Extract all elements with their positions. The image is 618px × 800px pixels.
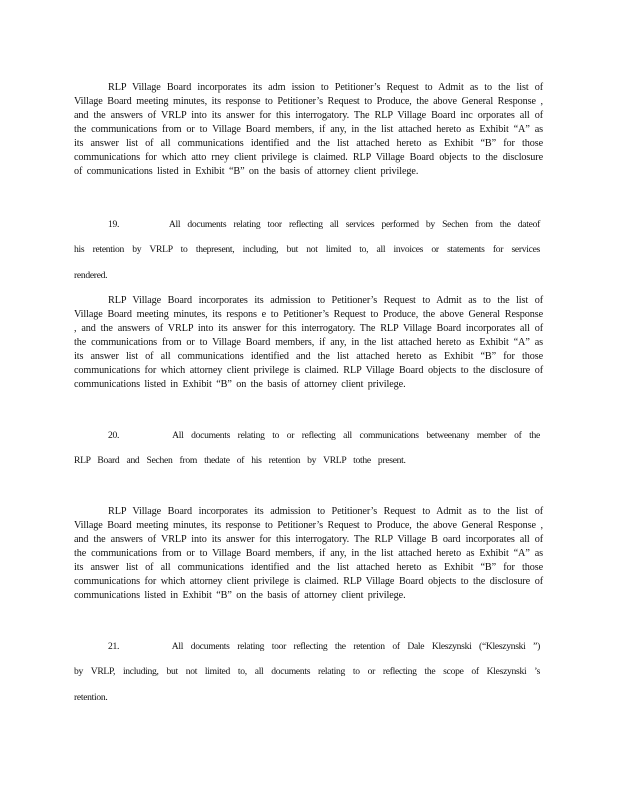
response-paragraph: RLP Village Board incorporates its admission to Petitioner’s Request to Admit as to the list of Village Board meeting minutes, its response to Petitioner’s Request to Produce, the above General Response , and the answers of VRLP into its answer for this interrogatory. The RLP Village B oard incorporates all of the communications from or to Village Board members, if any, in the list attached hereto as Exhibit “A” as its answer list of all communications identified and the list attached hereto as Exhibit “B” for those communications for which attorney client privilege is claimed. RLP Village Board objects to the disclosure of communications listed in Exhibit “B” on the basis of attorney client privilege. bbox=[74, 506, 543, 602]
request-text: All documents relating toor reflecting the retention of Dale Kleszynski (“Kleszynski ”) by VRLP, including, but not limited to, all documents relating to or reflecting the scope of Kleszynski ’s retention. bbox=[74, 640, 541, 703]
request-number: 19. bbox=[108, 218, 163, 230]
request-paragraph-21 bbox=[74, 634, 540, 711]
request-paragraph-19 bbox=[74, 212, 540, 289]
response-paragraph: RLP Village Board incorporates its adm ission to Petitioner’s Request to Admit as to the list of Village Board meeting minutes, its response to Petitioner’s Request to Produce, the above General Response , and the answers of VRLP into its answer for this interrogatory. The RLP Village Board inc orporates all of the communications from or to Village Board members, if any, in the list attached hereto as Exhibit “A” as its answer list of all communications identified and the list attached hereto as Exhibit “B” for those communications for which atto rney client privilege is claimed. RLP Village Board objects to the disclosure of communications listed in Exhibit “B” on the basis of attorney client privilege. bbox=[74, 82, 543, 178]
request-text: All documents relating toor reflecting all services performed by Sechen from the dateof his retention by VRLP to thepresent, including, but not limited to, all invoices or statements for services rendered. bbox=[74, 218, 540, 281]
request-number: 20. bbox=[108, 429, 166, 441]
request-paragraph-20 bbox=[74, 423, 540, 474]
response-paragraph: RLP Village Board incorporates its admission to Petitioner’s Request to Admit as to the list of Village Board meeting minutes, its respons e to Petitioner’s Request to Produce, the above General Response , and the answers of VRLP into its answer for this interrogatory. The RLP Village Board incorporates all of the communications from or to Village Board members, if any, in the list attached hereto as Exhibit “A” as its answer list of all communications identified and the list attached hereto as Exhibit “B” for those communications for which attorney client privilege is claimed. RLP Village Board objects to the disclosure of communications listed in Exhibit “B” on the basis of attorney client privilege. bbox=[74, 295, 543, 391]
request-text: All documents relating to or reflecting all communications betweenany member of the RLP Board and Sechen from thedate of his retention by VRLP tothe present. bbox=[74, 429, 541, 467]
request-number: 21. bbox=[108, 640, 165, 652]
